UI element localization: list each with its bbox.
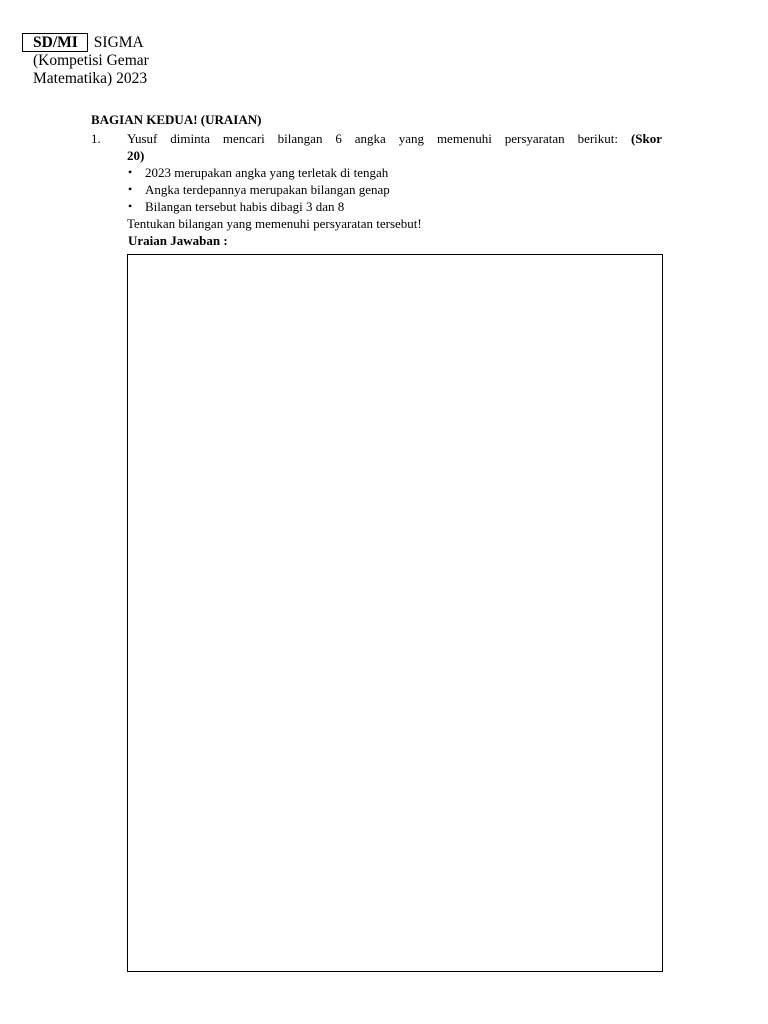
level-badge: SD/MI	[22, 33, 88, 52]
criteria-item	[127, 198, 662, 215]
competition-subtitle-line2: Matematika) 2023	[33, 70, 148, 87]
criteria-item	[127, 164, 662, 181]
question-score-value: 20)	[127, 148, 145, 163]
criteria-text: 2023 merupakan angka yang terletak di tengah	[145, 165, 389, 180]
criteria-text: Bilangan tersebut habis dibagi 3 dan 8	[145, 199, 345, 214]
bullet-icon: •	[128, 182, 133, 196]
question-number: 1.	[91, 131, 101, 146]
question-1	[91, 130, 662, 249]
answer-label: Uraian Jawaban :	[128, 233, 228, 248]
question-prompt: Yusuf diminta mencari bilangan 6 angka yang memenuhi persyaratan berikut:	[127, 131, 619, 146]
question-instruction: Tentukan bilangan yang memenuhi persyaratan tersebut!	[127, 216, 422, 231]
criteria-list	[127, 164, 662, 215]
section-title: BAGIAN KEDUA! (URAIAN)	[91, 112, 262, 127]
bullet-icon: •	[128, 199, 133, 213]
bullet-icon: •	[128, 165, 133, 179]
question-score-label: (Skor	[630, 131, 662, 146]
header-first-line	[22, 33, 149, 52]
question-body	[127, 130, 662, 249]
answer-box[interactable]	[127, 254, 663, 972]
document-header	[22, 33, 149, 88]
competition-title: SIGMA	[93, 34, 144, 51]
criteria-item	[127, 181, 662, 198]
question-text	[127, 130, 662, 147]
criteria-text: Angka terdepannya merupakan bilangan genap	[145, 182, 390, 197]
competition-subtitle-line1: (Kompetisi Gemar	[33, 52, 149, 69]
